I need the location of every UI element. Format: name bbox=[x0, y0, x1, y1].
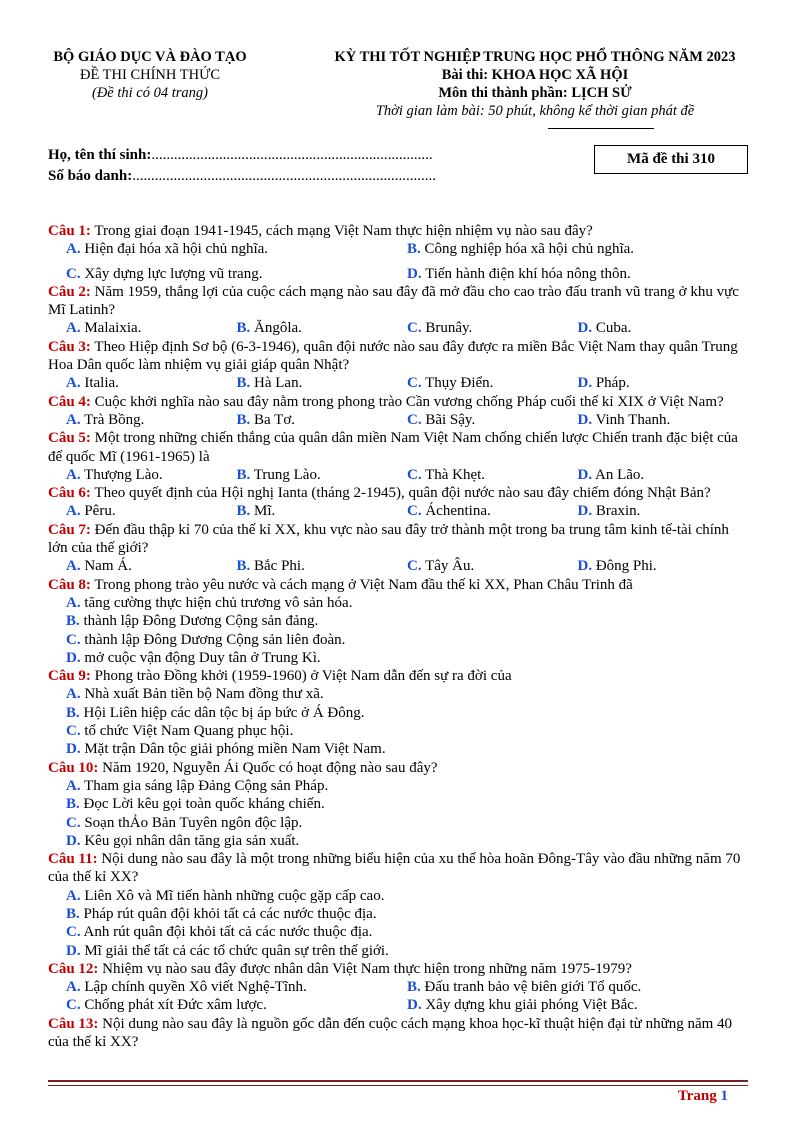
option-letter: C. bbox=[66, 924, 81, 941]
answer-option bbox=[48, 631, 748, 649]
official-label: ĐỀ THI CHÍNH THỨC bbox=[79, 67, 220, 83]
answer-option bbox=[66, 466, 237, 484]
option-text: mở cuộc vận động Duy tân ở Trung Kì. bbox=[80, 649, 321, 666]
option-text: Mĩ giải thể tất cả các tổ chức quân sự trên thế giới. bbox=[80, 942, 389, 959]
question-number: Câu 11: bbox=[48, 851, 98, 868]
option-letter: A. bbox=[66, 241, 81, 258]
option-letter: D. bbox=[577, 375, 593, 392]
question-text: Nhiệm vụ nào sau đây được nhân dân Việt Nam thực hiện trong những năm 1975-1979? bbox=[98, 960, 632, 977]
answer-option bbox=[237, 319, 408, 337]
question-text: Theo quyết định của Hội nghị Ianta (tháng 2-1945), quân đội nước nào sau đây chiếm đóng Nhật Bản? bbox=[90, 485, 711, 502]
question-text: Theo Hiệp định Sơ bộ (6-3-1946), quân đội nước nào sau đây được ra miền Bắc Việt Nam thay quân Trung Hoa Dân quốc làm nhiệm vụ giải giáp quân Nhật? bbox=[48, 338, 738, 374]
question-text: Năm 1959, thắng lợi của cuộc cách mạng nào sau đây đã mở đầu cho cao trào đấu tranh vũ trang ở khu vực Mĩ Latinh? bbox=[48, 283, 739, 319]
answer-option bbox=[48, 923, 748, 941]
page-num-value: 1 bbox=[720, 1088, 728, 1104]
option-text: Trà Bồng. bbox=[80, 411, 145, 428]
question-stem bbox=[48, 960, 748, 978]
answer-option bbox=[48, 685, 748, 703]
page-number bbox=[678, 1088, 728, 1105]
answer-option bbox=[66, 265, 407, 283]
question-stem bbox=[48, 222, 748, 240]
option-text: Bắc Phi. bbox=[250, 558, 305, 575]
answer-option bbox=[48, 612, 748, 630]
option-text: Lập chính quyền Xô viết Nghệ-Tĩnh. bbox=[80, 979, 307, 996]
answer-option bbox=[578, 557, 749, 575]
option-text: Cuba. bbox=[592, 320, 632, 337]
answer-option bbox=[237, 502, 408, 520]
option-letter: D. bbox=[66, 942, 81, 959]
answer-option bbox=[578, 374, 749, 392]
pages-note: (Đề thi có 04 trang) bbox=[92, 85, 208, 101]
question-number: Câu 3: bbox=[48, 338, 91, 355]
answer-option bbox=[66, 996, 407, 1014]
option-text: Pêru. bbox=[80, 503, 116, 520]
question-number: Câu 5: bbox=[48, 430, 91, 447]
candidate-name-dots: ........................................................................... bbox=[151, 147, 433, 163]
option-letter: B. bbox=[407, 979, 421, 996]
question-block bbox=[48, 521, 748, 576]
option-letter: D. bbox=[577, 466, 593, 483]
option-text: tăng cường thực hiện chủ trương vô sản hóa. bbox=[80, 594, 353, 611]
option-letter: A. bbox=[66, 594, 81, 611]
option-text: Hiện đại hóa xã hội chủ nghĩa. bbox=[80, 241, 269, 258]
option-text: Xây dựng lực lượng vũ trang. bbox=[80, 265, 263, 282]
question-number: Câu 7: bbox=[48, 521, 91, 538]
answer-option bbox=[66, 240, 407, 258]
question-text: Trong giai đoạn 1941-1945, cách mạng Việt Nam thực hiện nhiệm vụ nào sau đây? bbox=[90, 223, 593, 239]
question-number: Câu 6: bbox=[48, 485, 91, 502]
candidate-id-dots: ................................................................................. bbox=[132, 168, 436, 184]
option-letter: D. bbox=[66, 832, 81, 849]
answer-option bbox=[48, 704, 748, 722]
option-letter: C. bbox=[407, 320, 422, 337]
option-text: tổ chức Việt Nam Quang phục hội. bbox=[80, 723, 294, 740]
option-text: thành lập Đông Dương Cộng sản liên đoàn. bbox=[80, 631, 346, 648]
question-stem bbox=[48, 576, 748, 594]
option-letter: C. bbox=[66, 631, 81, 648]
option-letter: C. bbox=[407, 558, 422, 575]
question-number: Câu 12: bbox=[48, 960, 99, 977]
option-text: Anh rút quân đội khỏi tất cả các nước thuộc địa. bbox=[80, 924, 373, 941]
candidate-name-label: Họ, tên thí sinh: bbox=[48, 147, 152, 163]
option-letter: A. bbox=[66, 558, 81, 575]
option-letter: C. bbox=[66, 723, 81, 740]
option-letter: B. bbox=[66, 704, 80, 721]
option-text: thành lập Đông Dương Cộng sản đảng. bbox=[79, 613, 319, 630]
question-stem bbox=[48, 484, 748, 502]
question-text: Đến đầu thập kỉ 70 của thế kỉ XX, khu vực nào sau đây trở thành một trong ba trung tâm kinh tế-tài chính lớn của thế giới? bbox=[48, 521, 729, 557]
option-letter: A. bbox=[66, 466, 81, 483]
options-column bbox=[48, 887, 748, 960]
option-text: Kêu gọi nhân dân tăng gia sản xuất. bbox=[80, 832, 300, 849]
answer-option bbox=[48, 795, 748, 813]
option-text: Ba Tơ. bbox=[250, 411, 296, 428]
ministry-name: BỘ GIÁO DỤC VÀ ĐÀO TẠO bbox=[53, 49, 247, 65]
footer-rule-thin bbox=[48, 1085, 748, 1086]
option-letter: B. bbox=[236, 558, 251, 575]
options-row bbox=[48, 502, 748, 520]
answer-option bbox=[578, 466, 749, 484]
option-letter: B. bbox=[236, 503, 251, 520]
answer-option bbox=[48, 832, 748, 850]
option-text: Trung Lào. bbox=[250, 466, 321, 483]
option-letter: D. bbox=[577, 558, 593, 575]
option-text: Hà Lan. bbox=[250, 375, 303, 392]
options-row bbox=[48, 319, 748, 337]
options-row bbox=[48, 259, 748, 283]
question-stem bbox=[48, 283, 748, 320]
answer-option bbox=[66, 374, 237, 392]
answer-option bbox=[48, 777, 748, 795]
option-letter: B. bbox=[66, 796, 80, 813]
option-letter: D. bbox=[577, 503, 593, 520]
options-row bbox=[48, 557, 748, 575]
option-letter: A. bbox=[66, 777, 81, 794]
options-row bbox=[48, 466, 748, 484]
option-text: Tiến hành điện khí hóa nông thôn. bbox=[421, 265, 631, 282]
answer-option bbox=[48, 887, 748, 905]
footer-rule bbox=[48, 1080, 748, 1082]
answer-option bbox=[66, 557, 237, 575]
answer-option bbox=[66, 319, 237, 337]
answer-option bbox=[407, 411, 578, 429]
option-letter: B. bbox=[407, 241, 421, 258]
option-text: Đông Phi. bbox=[592, 558, 657, 575]
question-number: Câu 8: bbox=[48, 576, 91, 593]
question-stem bbox=[48, 1015, 748, 1052]
option-text: Nhà xuất Bản tiền bộ Nam đồng thư xã. bbox=[80, 686, 324, 703]
option-text: Thà Khẹt. bbox=[421, 466, 486, 483]
question-stem bbox=[48, 759, 748, 777]
question-block bbox=[48, 1015, 748, 1052]
answer-option bbox=[48, 740, 748, 758]
option-letter: A. bbox=[66, 686, 81, 703]
question-block bbox=[48, 850, 748, 960]
option-letter: D. bbox=[407, 997, 422, 1014]
answer-option bbox=[407, 374, 578, 392]
answer-option bbox=[237, 466, 408, 484]
question-stem bbox=[48, 429, 748, 466]
question-block bbox=[48, 429, 748, 484]
option-letter: D. bbox=[66, 649, 81, 666]
option-text: Mĩ. bbox=[250, 503, 276, 520]
answer-option bbox=[66, 978, 407, 996]
option-letter: C. bbox=[407, 375, 422, 392]
candidate-id-label: Số báo danh: bbox=[48, 168, 133, 184]
option-letter: C. bbox=[66, 265, 81, 282]
question-stem bbox=[48, 393, 748, 411]
question-block bbox=[48, 222, 748, 283]
option-letter: C. bbox=[66, 814, 81, 831]
option-text: Pháp. bbox=[592, 375, 630, 392]
options-row bbox=[48, 240, 748, 258]
option-letter: B. bbox=[236, 466, 251, 483]
answer-option bbox=[407, 557, 578, 575]
answer-option bbox=[407, 240, 748, 258]
option-text: Chống phát xít Đức xâm lược. bbox=[80, 997, 267, 1014]
option-text: Công nghiệp hóa xã hội chủ nghĩa. bbox=[420, 241, 635, 258]
question-text: Năm 1920, Nguyễn Ái Quốc có hoạt động nào sau đây? bbox=[98, 759, 438, 776]
options-column bbox=[48, 594, 748, 667]
option-letter: D. bbox=[66, 741, 81, 758]
option-text: Tây Âu. bbox=[421, 558, 475, 575]
answer-option bbox=[407, 319, 578, 337]
option-letter: A. bbox=[66, 979, 81, 996]
answer-option bbox=[407, 996, 748, 1014]
option-text: An Lão. bbox=[592, 466, 645, 483]
question-block bbox=[48, 283, 748, 338]
question-block bbox=[48, 393, 748, 430]
answer-option bbox=[407, 978, 748, 996]
answer-option bbox=[48, 905, 748, 923]
option-letter: B. bbox=[236, 375, 251, 392]
answer-option bbox=[407, 265, 748, 283]
answer-option bbox=[578, 319, 749, 337]
answer-option bbox=[407, 502, 578, 520]
question-list bbox=[48, 222, 748, 1051]
option-letter: C. bbox=[407, 503, 422, 520]
question-number: Câu 9: bbox=[48, 668, 91, 685]
option-letter: A. bbox=[66, 411, 81, 428]
page-word: Trang bbox=[677, 1088, 717, 1104]
answer-option bbox=[48, 649, 748, 667]
question-stem bbox=[48, 521, 748, 558]
option-text: Brunây. bbox=[421, 320, 473, 337]
option-text: Nam Á. bbox=[80, 558, 132, 575]
option-letter: A. bbox=[66, 887, 81, 904]
question-stem bbox=[48, 667, 748, 685]
answer-option bbox=[578, 411, 749, 429]
option-text: Soạn thẢo Bản Tuyên ngôn độc lập. bbox=[80, 814, 303, 831]
option-letter: C. bbox=[407, 411, 422, 428]
header-left bbox=[30, 48, 270, 102]
option-letter: D. bbox=[577, 320, 593, 337]
question-number: Câu 1: bbox=[48, 223, 91, 239]
option-text: Thụy Điển. bbox=[421, 375, 494, 392]
answer-option bbox=[48, 942, 748, 960]
exam-title: KỲ THI TỐT NGHIỆP TRUNG HỌC PHỔ THÔNG NĂM 2023 bbox=[334, 49, 736, 65]
options-row bbox=[48, 978, 748, 996]
question-block bbox=[48, 667, 748, 758]
option-letter: B. bbox=[66, 905, 80, 922]
answer-option bbox=[237, 411, 408, 429]
option-letter: A. bbox=[66, 320, 81, 337]
option-letter: B. bbox=[236, 411, 251, 428]
question-text: Nội dung nào sau đây là nguồn gốc dẫn đến cuộc cách mạng khoa học-kĩ thuật hiện đại từ những năm 40 của thế kỉ XX? bbox=[48, 1015, 733, 1051]
question-text: Cuộc khởi nghĩa nào sau đây nằm trong phong trào Cần vương chống Pháp cuối thế kỉ XIX ở Việt Nam? bbox=[90, 393, 724, 410]
answer-option bbox=[66, 411, 237, 429]
options-column bbox=[48, 685, 748, 758]
question-number: Câu 13: bbox=[48, 1015, 99, 1032]
option-text: Hội Liên hiệp các dân tộc bị áp bức ở Á Đông. bbox=[79, 704, 365, 721]
answer-option bbox=[48, 722, 748, 740]
question-block bbox=[48, 576, 748, 667]
answer-option bbox=[407, 466, 578, 484]
question-stem bbox=[48, 338, 748, 375]
option-letter: B. bbox=[66, 613, 80, 630]
exam-code-box: Mã đề thi 310 bbox=[594, 145, 748, 174]
options-row bbox=[48, 996, 748, 1014]
option-text: Đọc Lời kêu gọi toàn quốc kháng chiến. bbox=[79, 796, 325, 813]
option-text: Đấu tranh bảo vệ biên giới Tổ quốc. bbox=[420, 979, 642, 996]
option-text: Ăngôla. bbox=[250, 320, 302, 337]
exam-time: Thời gian làm bài: 50 phút, không kể thời gian phát đề bbox=[375, 103, 695, 119]
question-block bbox=[48, 484, 748, 521]
option-letter: C. bbox=[407, 466, 422, 483]
candidate-id-line bbox=[48, 166, 478, 187]
question-block bbox=[48, 338, 748, 393]
question-number: Câu 2: bbox=[48, 283, 91, 300]
answer-option bbox=[48, 814, 748, 832]
question-block bbox=[48, 759, 748, 850]
answer-option bbox=[48, 594, 748, 612]
option-text: Tham gia sáng lập Đảng Cộng sản Pháp. bbox=[80, 777, 329, 794]
option-text: Vinh Thanh. bbox=[592, 411, 671, 428]
question-number: Câu 4: bbox=[48, 393, 91, 410]
question-block bbox=[48, 960, 748, 1015]
header-right bbox=[300, 48, 770, 120]
options-row bbox=[48, 411, 748, 429]
question-text: Trong phong trào yêu nước và cách mạng ở Việt Nam đầu thế kỉ XX, Phan Châu Trinh đã bbox=[90, 576, 633, 593]
option-text: Thượng Lào. bbox=[80, 466, 163, 483]
option-text: Braxin. bbox=[592, 503, 641, 520]
answer-option bbox=[66, 502, 237, 520]
exam-subject: Bài thi: KHOA HỌC XÃ HỘI bbox=[441, 67, 629, 83]
answer-option bbox=[237, 374, 408, 392]
option-text: Pháp rút quân đội khỏi tất cả các nước thuộc địa. bbox=[79, 905, 377, 922]
options-row bbox=[48, 374, 748, 392]
option-letter: D. bbox=[577, 411, 593, 428]
option-letter: D. bbox=[407, 265, 422, 282]
option-letter: A. bbox=[66, 503, 81, 520]
option-text: Malaixia. bbox=[80, 320, 142, 337]
option-text: Liên Xô và Mĩ tiến hành những cuộc gặp cấp cao. bbox=[80, 887, 385, 904]
option-letter: A. bbox=[66, 375, 81, 392]
option-letter: C. bbox=[66, 997, 81, 1014]
question-number: Câu 10: bbox=[48, 759, 99, 776]
answer-option bbox=[578, 502, 749, 520]
option-letter: B. bbox=[236, 320, 251, 337]
header-underline bbox=[548, 128, 654, 129]
candidate-info bbox=[48, 145, 478, 187]
options-column bbox=[48, 777, 748, 850]
candidate-name-line bbox=[48, 145, 478, 166]
option-text: Mặt trận Dân tộc giải phóng miền Nam Việt Nam. bbox=[80, 741, 386, 758]
answer-option bbox=[237, 557, 408, 575]
question-text: Nội dung nào sau đây là một trong những biểu hiện của xu thế hòa hoãn Đông-Tây vào đầu những năm 70 của thế kỉ XX? bbox=[48, 851, 741, 886]
exam-component: Môn thi thành phần: LỊCH SỬ bbox=[438, 85, 632, 101]
option-text: Bãi Sậy. bbox=[421, 411, 476, 428]
question-text: Một trong những chiến thắng của quân dân miền Nam Việt Nam chống chiến lược Chiến tranh đặc biệt của đế quốc Mĩ (1961-1965) là bbox=[48, 430, 738, 465]
question-text: Phong trào Đồng khởi (1959-1960) ở Việt Nam dẫn đến sự ra đời của bbox=[90, 668, 512, 685]
question-stem bbox=[48, 850, 748, 887]
option-text: Áchentina. bbox=[421, 503, 491, 520]
option-text: Italia. bbox=[80, 375, 119, 392]
option-text: Xây dựng khu giải phóng Việt Bắc. bbox=[421, 997, 638, 1014]
